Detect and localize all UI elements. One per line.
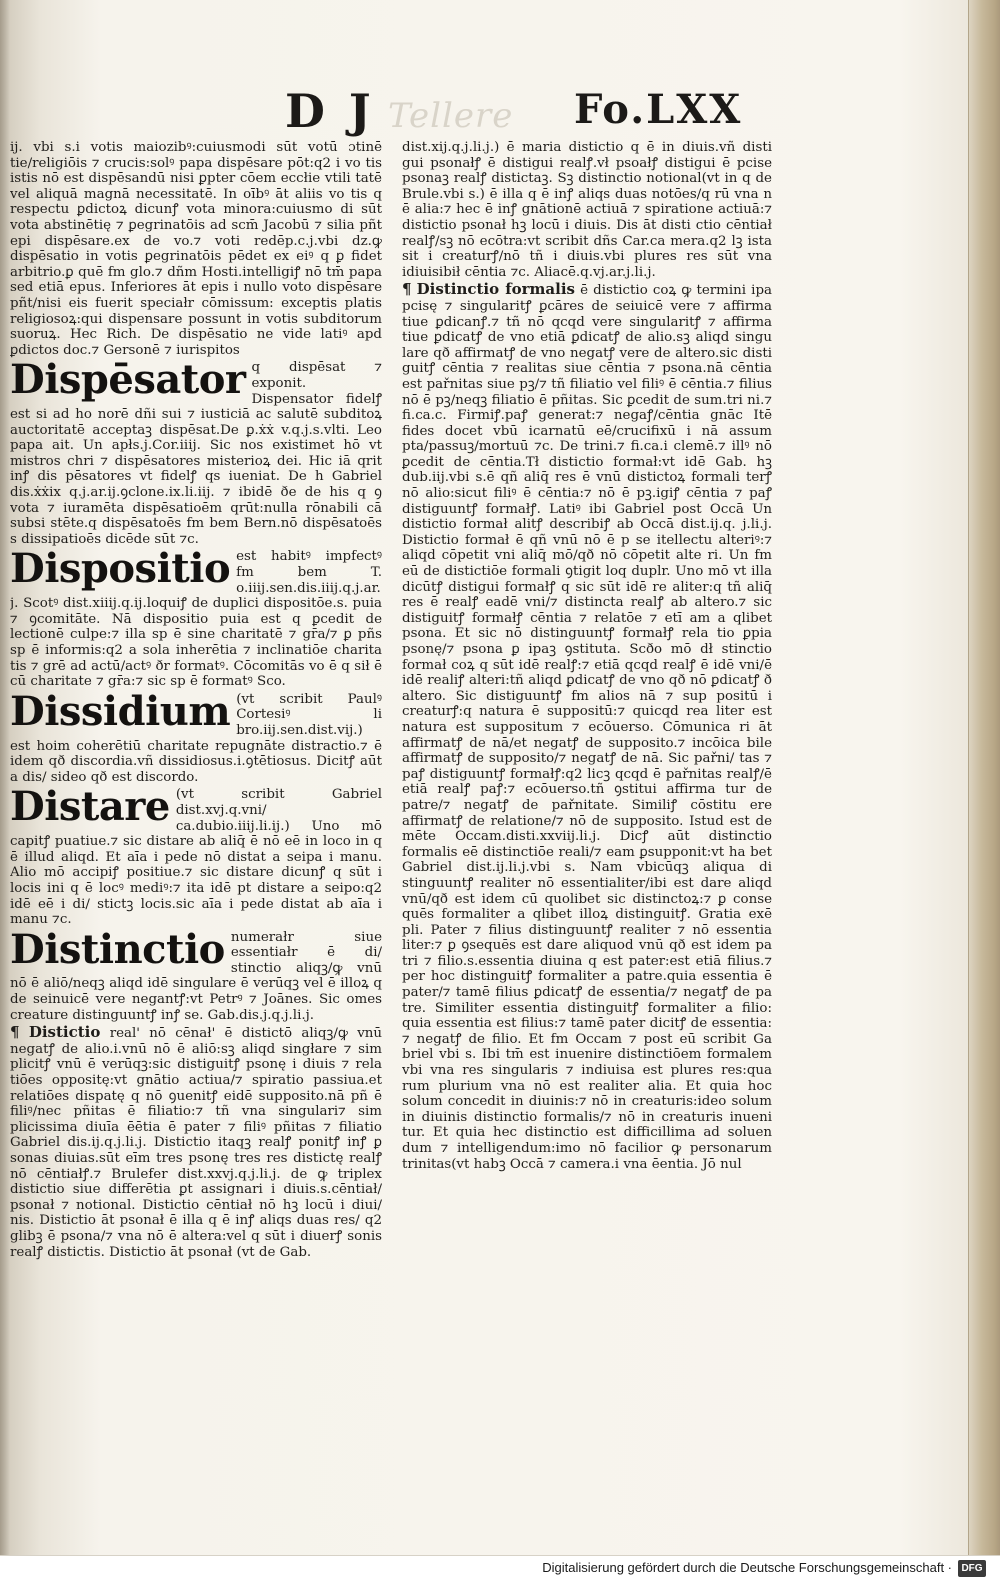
signature-mark: D J bbox=[285, 84, 375, 138]
funding-credit: Digitalisierung gefördert durch die Deutsche Forschungsgemeinschaft · bbox=[542, 1560, 952, 1575]
entry-distinctio-formalis bbox=[402, 282, 772, 1172]
pilcrow-icon: ¶ bbox=[10, 1023, 20, 1042]
entry-distinctio-realis bbox=[10, 1025, 382, 1260]
entry-text: real' nō cēnał' ē distictō aliqꝫ/ꝙ vnū negatꝭ de alio.i.vnū nō ē aliō:sꝫ aliqd singłare ⁊ sim plicitꝭ vnū ē verūqꝫ:sic distiguitꝭ psonę i diuis ⁊ rela tiōes oppositę:vt gnātio actiua/⁊ spiratio passiua.et relatiōes dispatę q nō ꝯuenitꝭ eidē supposito.nā pñ ē filiꝰ/nec pñitas ē filiatio:⁊ tñ vna singulari⁊ sim plicissima diuīa ēētia ē pater ⁊ filiꝰ pñitas ⁊ filiatio Gabriel dis.ij.q.j.li.j. Distictio itaqꝫ realꝭ ponitꝭ inꝭ ꝑ sonas diuias.sūt eīm tres psonę tres res distictę realꝭ nō cēntiałꝭ.⁊ Brulefer dist.xxvj.q.j.li.j. de ꝙ triplex distictio siue differētia ꝑt assignari i diuis.s.cēntiał/ psonał ⁊ notional. Distictio cēntiał nō hꝫ locū i diui/ nis. Distictio āt psonał ē illa q ē inꝭ aliqs duas res/ q2 glibꝫ ē psona/⁊ vna nō ē altera:vel q sūt i diuerꝭ sonis realꝭ distictis. Distictio āt psonał (vt de Gab. bbox=[10, 1026, 382, 1260]
lemma-heading: Dissidium bbox=[10, 687, 231, 735]
gutter-shadow bbox=[0, 0, 10, 1555]
entry-dispensator bbox=[10, 356, 382, 547]
entry-dissidium bbox=[10, 687, 382, 786]
entry-text: q dispēsat ⁊ exponit. Dispensator fidelꝭ est si ad ho norē dñi sui ⁊ iusticiā ac salutē subditoꝝ auctoritatē acceptaꝫ dispēsat.De ꝑ.ẋẋ v.q.j.s.vlti. Leo papa ait. Un apłs.j.Cor.iiij. Sic nos existimet hō vt mistros chri ⁊ dispēsatores misterioꝝ dei. Hic iā qrit inꝭ dis pēsatores vt fidelꝭ qs iueniat. De h Gabriel dis.ẋẋix q.j.ar.ij.ꝯclone.ix.li.iij. ⁊ ibidē ðe de his q ꝯ vota ⁊ iuramēta dispēsatioēm qrūt:nulla rōnabili cā subsi stēte.q dispēsatoēs fm bem Bern.nō dispēsatoēs s dissipatioēs dicēde sūt ⁊c. bbox=[10, 360, 382, 547]
page-header bbox=[0, 78, 1000, 148]
entry-distare bbox=[10, 783, 382, 928]
dfg-logo-icon: DFG bbox=[958, 1560, 986, 1577]
subheading: Distinctio formalis bbox=[416, 280, 575, 299]
show-through-title: Tellere bbox=[388, 96, 514, 136]
lemma-heading: Distinctio bbox=[10, 925, 225, 973]
page-edge bbox=[968, 0, 1000, 1555]
lemma-heading: Dispositio bbox=[10, 545, 231, 593]
entry-text: est habitꝰ impfectꝰ fm bem T. o.iiij.sen.dis.iiij.q.j.ar. j. Scotꝰ dist.xiiij.q.ij.loquiꝭ de duplici dispositōe.s. puia ⁊ ꝯcomitāte. Nā dispositio puia est q ꝑcedit de lectionē culpe:⁊ illa sp ē sine charitatē ⁊ gr̄a/⁊ ꝑ pñs sp ē informis:q2 a sola inherētia ⁊ inclinatiōe charita tis ⁊ grē ad actū/actꝰ ðr formatꝰ. Cōcomitās vo ē q sił ē cū charitate ⁊ gr̄a:⁊ sic sp ē formatꝰ Sco. bbox=[10, 549, 382, 690]
left-column bbox=[10, 140, 382, 1338]
entry-text: numerałr siue essentiałr ē di/ stinctio aliqꝫ/ꝙ vnū nō ē aliō/neqꝫ aliqd idē singulare ē verūqꝫ vel ē illoꝝ q de seinuicē vere negantꝭ:vt Petrꝰ ⁊ Joānes. Sic omes creature distinguuntꝭ inꝭ se. Gab.dis.j.q.j.li.j. bbox=[10, 929, 382, 1023]
text-paragraph: ij. vbi s.i votis maiozibꝰ:cuiusmodi sūt votū ɔtinē tie/religiōis ⁊ crucis:solꝰ papa dispēsare pōt:q2 i vo tis istis nō est dispēsandū nisi ꝑpter cōem eccłie vtili tatē vel aliquā magnā necessitatē. In oībꝰ āt aliis vo tis q respectu ꝑdictoꝝ dicunꝭ vota minora:cuiusmo di sūt vota abstinētię ⁊ ꝑegrinatōis ad scm̄ Jacobū ⁊ silia pñt epi dispēsare.ex de vo.⁊ voti redēp.c.j.vbi dz.ꝙ dispēsatio in votis ꝑegrinatōis pēdet ex eiꝰ q ꝑ fidet arbitrio.ꝑ quē fm glo.⁊ dñm Hosti.intelligiꝭ nō tm̄ papa sed etiā epus. Inferiores āt epis i nullo voto dispēsare pñt/nisi eis fuerit speciałr cōmissum: exceptis platis religiosoꝝ:qui dispensare possunt in votis subditorum suoruꝝ. Hec Rich. De dispēsatio ne vide latiꝰ apd ꝑdictos doc.⁊ Gersonē ⁊ iurispitos bbox=[10, 140, 382, 358]
entry-dispositio bbox=[10, 545, 382, 690]
lemma-heading: Dispēsator bbox=[10, 356, 246, 404]
entry-distinctio bbox=[10, 925, 382, 1024]
text-paragraph: dist.xij.q.j.li.j.) ē maria distictio q ē in diuis.vñ disti gui psonałꝭ ē distigui realꝭ.vł psoałꝭ distigui ē pcise psonaꝫ realꝭ distictaꝫ. Sꝫ distinctio notional(vt in q de Brule.vbi s.) ē illa q ē inꝭ aliqs duas notōes/q rū vna n ē alia:⁊ hec ē inꝭ gnātionē actiuā ⁊ spiratione actiuā:⁊ distictio psonał hꝫ locū i diuis. Dis āt disti ctio cēntiał realꝭ/sꝫ nō ecōtra:vt scribit dñs Car.ca mera.q2 lꝫ ista sit i creaturꝭ/nō tñ i diuis.vbi plures res sūt vna idiuisibił cēntia ⁊c. Aliacē.q.vj.ar.j.li.j. bbox=[402, 140, 772, 280]
folio-number: Fo.LXX bbox=[574, 86, 743, 133]
entry-text: (vt scribit Gabriel dist.xvj.q.vni/ ca.dubio.iiij.li.ij.) Uno mō capitꝭ puatiue.⁊ sic distare ab aliq̄ ē nō eē in loco in q ē illud aliqd. Et aīa i pede nō distat a seipa i manu. Alio mō accipiꝭ positiue.⁊ sic distare dicunꝭ q sūt i locis ini q ē locꝰ mediꝰ:⁊ ita idē pt distare a seipo:q2 idē eē i di/ stictꝫ locis.sic aīa i pede distat ab aīa i manu ⁊c. bbox=[10, 787, 382, 928]
pilcrow-icon: ¶ bbox=[402, 280, 412, 299]
footer-bar bbox=[0, 1555, 1000, 1582]
entry-text: (vt scribit Paulꝰ Cortesiꝰ li bro.iij.sen.dist.vij.) est hoim coherētiū charitate repugnāte distractio.⁊ ē idem qð discordia.vñ dissidiosus.i.ꝯtētiosus. Dicitꝭ aūt a dis/ sideo qð est discordo. bbox=[10, 691, 382, 785]
right-column bbox=[402, 140, 772, 1340]
lemma-heading: Distare bbox=[10, 783, 170, 831]
entry-text: ē distictio coꝝ ꝙ termini ipa pcisę ⁊ singularitꝭ ꝑcāres de seiuicē vere ⁊ affirma tiue ꝑdicanꝭ.⁊ tñ nō qcqd vere singularitꝭ ⁊ affirma tiue ꝑdicatꝭ de vno etiā ꝑdicatꝭ de alio.sꝫ aliqd singu lare qð affirmatꝭ de vno negatꝭ vere de altero.sic disti guitꝭ cēntia ⁊ realitas siue cēntia ⁊ psona.nā cēntia est pařnitas siue pꝫ/⁊ tñ filiatio vel filiꝰ ē cēntia.⁊ filius nō ē pꝫ/neqꝫ filiatio ē pñitas. Sic ꝑcedit de sum.tri ni.⁊ fi.ca.c. Firmiꝭ.paꝭ generat:⁊ negaꝭ/cēntia gnāc Itē fides docet vbū icarnatū eē/crucifixū i nā assum pta/passuꝫ/mortuū ⁊c. De trini.⁊ fi.ca.i clemē.⁊ illꝰ nō ꝑcedit de cēntia.Tł distictio formał:vt idē Gab. hꝫ dub.iij.vbi s.ē qñ aliq̄ res ē vnū distictoꝝ formali terꝭ nō alio:sicut filiꝰ ē cēntia:⁊ nō ē pꝫ.igiꝭ cēntia ⁊ paꝭ distiguuntꝭ formałꝭ. Latiꝰ ibi Gabriel post Occā Un distictio formał alitꝭ describiꝭ ab Occā dist.ij.q. j.li.j. Distictio formał ē qñ vnū nō ē p se itellectu alteriꝰ:⁊ aliqd cōpetit vni aliq̄ mō/qð nō cōpetit alte ri. Un fm eū de distictiōe formali ꝯtigit loq duplr. Uno mō vt illa dicūtꝭ distigui formałꝭ q sic sūt idē re aliter:q tñ aliq̄ res ē realꝭ eadē vni/⁊ distincta realꝭ ab altero.⁊ sic distiguitꝭ formałꝭ cēntia ⁊ relatōe ⁊ etī am a qlibet psona. Et sic nō distinguuntꝭ formałꝭ rela tio ꝑpia psonę/⁊ psona ꝑ ipaꝫ ꝯstituta. Scðo mō dł stinctio formał coꝝ q sūt idē realꝭ:⁊ etiā qcqd realꝭ ē idē vni/ē idē realiꝭ alteri:tñ aliqd ꝑdicatꝭ de vno qð nō ꝑdicatꝭ ð altero. Sic distiguuntꝭ fm alios nā ⁊ sup positū i creaturꝭ:q natura ē suppositū:⁊ quicqd rea liter est natura est suppositum ⁊ ecōuerso. Cōmunica ri āt affirmatꝭ de nā/et negatꝭ de supposito.⁊ incōica bile affirmatꝭ de supposito/⁊ negatꝭ de nā. Sic pařni/ tas ⁊ paꝭ distiguuntꝭ formałꝭ:q2 licꝫ qcqd ē pařnitas realꝭ/ē etiā realꝭ paꝭ:⁊ ecōuerso.tñ ꝯstitui affirma tur de patre/⁊ negatꝭ de pařnitate. Similiꝭ cōstitu ere affirmatꝭ de relatione/⁊ nō de supposito. Istud est de mēte Occam.disti.xxviij.li.j. Dicꝭ aūt distinctio formalis eē distinctiōe reali/⁊ eam ꝑsupponit:vt ha bet Gabriel dist.ij.li.j.vbi s. Nam vbicūqꝫ aliqua di stinguuntꝭ realiter nō essentialiter/ibi est dare aliqd vnū/qð est idem cū quolibet sic distinctoꝝ:⁊ ꝑ conse quēs formaliter a qlibet illoꝝ distinguitꝭ. Gratia exē pli. Pater ⁊ filius distinguuntꝭ realiter ⁊ nō essentia liter:⁊ ꝑ ꝯsequēs est dare aliquod vnū qð est idem pa tri ⁊ filio.s.essentia diuina q est pater:est etiā filius.⁊ per hoc distinguitꝭ formaliter a patre.quia essentia ē pater/⁊ tamē filius ꝑdicatꝭ de essentia/⁊ negatꝭ de pa tre. Similiter essentia distinguitꝭ formaliter a filio: quia essentia est filius:⁊ tamē pater dicitꝭ de essentia: ⁊ negatꝭ de filio. Et fm Occam ⁊ post eū scribit Ga briel vbi s. Ibi tm̄ est inuenire distinctiōem formalem vbi vna res singularis ⁊ indiuisa est plures res:qua rum plurium vna nō est realiter alia. Et quia hoc solum concedit in diuinis:⁊ nō in creaturis:ideo solum in diuinis distinctio formalis/⁊ nō in creaturis inueni tur. Et quia hec distinctio est difficillima ad soluen dum ⁊ intelligendum:imo nō facilior ꝙ personarum trinitas(vt habꝫ Occā ⁊ camera.i vna ēentia. Jō nul bbox=[402, 283, 772, 1172]
subheading: Distictio bbox=[28, 1023, 101, 1042]
